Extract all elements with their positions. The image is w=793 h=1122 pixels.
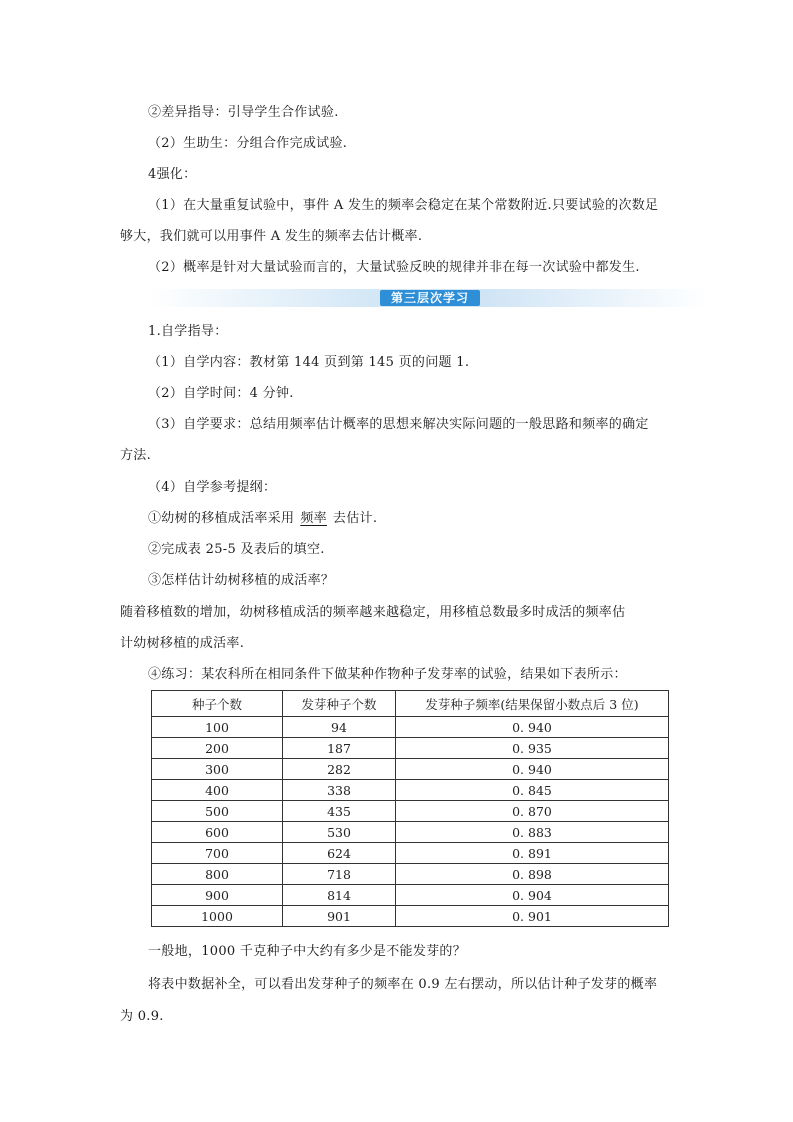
paragraph-line: 为 0.9. <box>120 1009 164 1024</box>
table-cell: 0. 891 <box>396 843 669 864</box>
table-cell: 624 <box>283 843 396 864</box>
table-cell: 0. 883 <box>396 822 669 843</box>
table-cell: 718 <box>283 864 396 885</box>
paragraph-line: （4）自学参考提纲： <box>148 480 277 495</box>
table-cell: 0. 898 <box>396 864 669 885</box>
fill-in-blank-answer: 频率 <box>300 511 327 526</box>
table-row <box>152 717 669 738</box>
table-cell: 1000 <box>152 906 283 927</box>
fill-text-before: ①幼树的移植成活率采用 <box>148 511 295 526</box>
table-cell: 187 <box>283 738 396 759</box>
table-cell: 0. 940 <box>396 759 669 780</box>
table-cell: 600 <box>152 822 283 843</box>
paragraph-line: （3）自学要求：总结用频率估计概率的思想来解决实际问题的一般思路和频率的确定 <box>148 417 649 432</box>
germination-table <box>151 690 669 927</box>
paragraph-line: ④练习：某农科所在相同条件下做某种作物种子发芽率的试验，结果如下表所示： <box>148 667 627 682</box>
table-row <box>152 864 669 885</box>
section-banner-bar <box>380 290 480 306</box>
paragraph-line: （1）自学内容：教材第 144 页到第 145 页的问题 1. <box>148 355 470 370</box>
paragraph-line: 随着移植数的增加，幼树移植成活的频率越来越稳定，用移植总数最多时成活的频率估 <box>120 605 626 620</box>
table-cell: 814 <box>283 885 396 906</box>
paragraph-line: ②差异指导：引导学生合作试验. <box>148 105 339 120</box>
paragraph-line: 一般地，1000 千克种子中大约有多少是不能发芽的？ <box>148 944 467 959</box>
table-row <box>152 906 669 927</box>
fill-text-after: 去估计. <box>332 511 378 526</box>
table-row <box>152 738 669 759</box>
table-cell: 338 <box>283 780 396 801</box>
table-cell: 0. 904 <box>396 885 669 906</box>
table-cell: 0. 870 <box>396 801 669 822</box>
table-cell: 530 <box>283 822 396 843</box>
table-row <box>152 843 669 864</box>
table-cell: 901 <box>283 906 396 927</box>
section-banner-label: 第三层次学习 <box>390 291 469 305</box>
table-cell: 700 <box>152 843 283 864</box>
column-header: 发芽种子频率(结果保留小数点后 3 位) <box>396 691 669 717</box>
table-cell: 200 <box>152 738 283 759</box>
section-heading: 1.自学指导： <box>148 324 228 339</box>
section-banner <box>148 289 708 307</box>
table-cell: 0. 935 <box>396 738 669 759</box>
table-cell: 500 <box>152 801 283 822</box>
table-cell: 900 <box>152 885 283 906</box>
table-row <box>152 780 669 801</box>
column-header: 发芽种子个数 <box>283 691 396 717</box>
paragraph-line: 将表中数据补全，可以看出发芽种子的频率在 0.9 左右摆动，所以估计种子发芽的概率 <box>148 977 658 992</box>
table-row <box>152 759 669 780</box>
table-row <box>152 822 669 843</box>
paragraph-line: ③怎样估计幼树移植的成活率？ <box>148 573 335 588</box>
table-cell: 435 <box>283 801 396 822</box>
paragraph-line: 方法. <box>120 448 152 463</box>
table-row <box>152 801 669 822</box>
table-cell: 94 <box>283 717 396 738</box>
table-cell: 282 <box>283 759 396 780</box>
table-cell: 800 <box>152 864 283 885</box>
paragraph-line: （1）在大量重复试验中，事件 A 发生的频率会稳定在某个常数附近.只要试验的次数足 <box>148 198 659 213</box>
paragraph-line: ②完成表 25-5 及表后的填空. <box>148 542 325 557</box>
table-row <box>152 885 669 906</box>
paragraph-line: 计幼树移植的成活率. <box>120 636 245 651</box>
paragraph-line <box>148 510 377 528</box>
table-header-row <box>152 691 669 717</box>
table-cell: 0. 940 <box>396 717 669 738</box>
table-cell: 100 <box>152 717 283 738</box>
table-cell: 0. 901 <box>396 906 669 927</box>
section-heading: 4强化： <box>148 167 197 182</box>
table-cell: 400 <box>152 780 283 801</box>
table-cell: 0. 845 <box>396 780 669 801</box>
paragraph-line: （2）概率是针对大量试验而言的，大量试验反映的规律并非在每一次试验中都发生. <box>148 260 640 275</box>
paragraph-line: （2）生助生：分组合作完成试验. <box>148 136 348 151</box>
paragraph-line: 够大，我们就可以用事件 A 发生的频率去估计概率. <box>120 229 423 244</box>
table-cell: 300 <box>152 759 283 780</box>
paragraph-line: （2）自学时间：4 分钟. <box>148 386 294 401</box>
column-header: 种子个数 <box>152 691 283 717</box>
